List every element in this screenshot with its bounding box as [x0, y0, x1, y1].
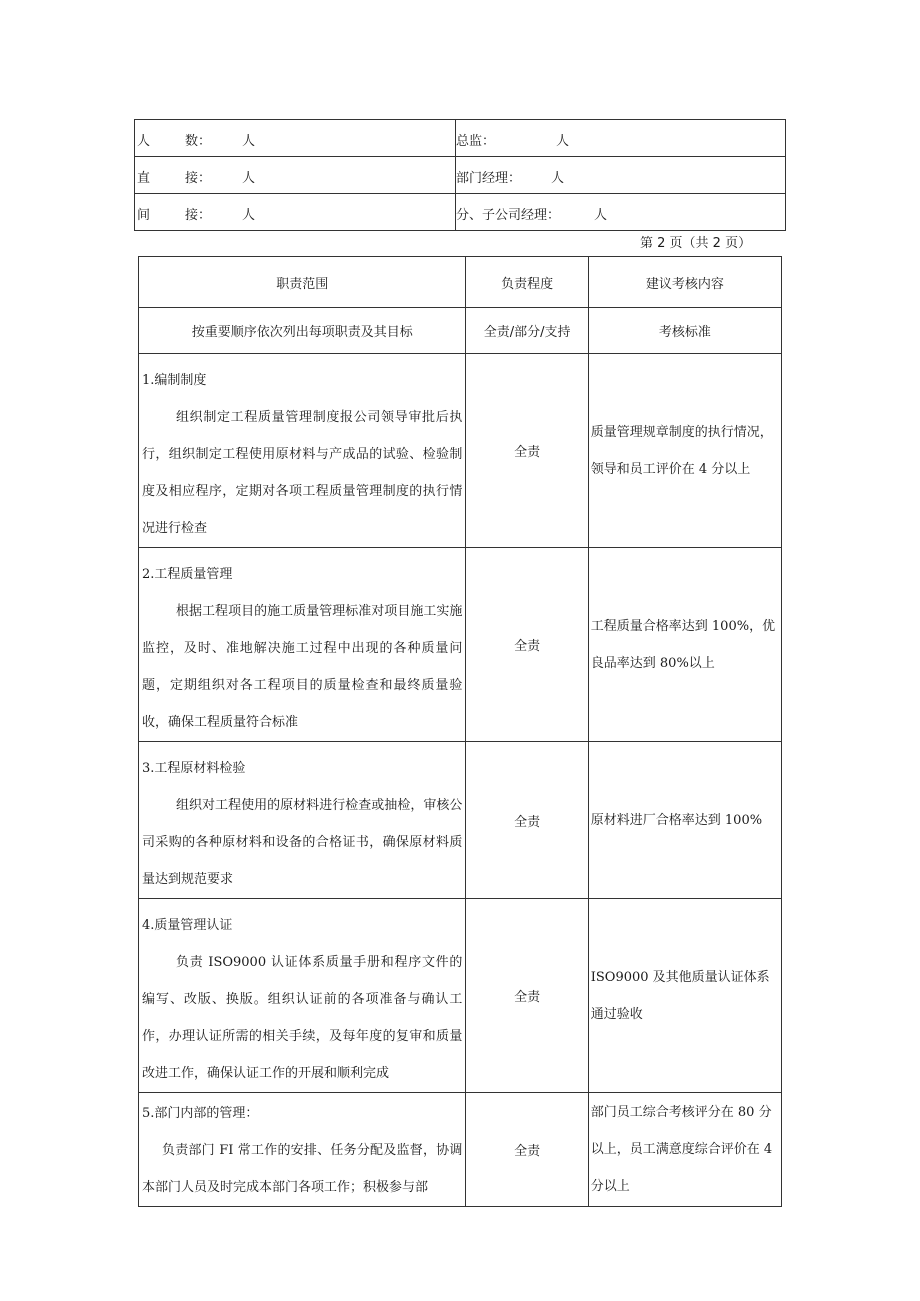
dept-manager-label: 部门经理： [456, 171, 522, 186]
subheader-scope: 按重要顺序依次列出每项职责及其目标 [139, 308, 466, 354]
table-row [139, 742, 782, 899]
duty-title: 3.工程原材料检验 [142, 761, 246, 776]
staffing-table [134, 119, 786, 231]
table-row [139, 354, 782, 548]
subheader-assessment: 考核标准 [588, 308, 781, 354]
staff-unit: 人 [242, 208, 256, 223]
degree-cell: 全责 [466, 354, 588, 548]
staff-direct-cell [135, 157, 456, 194]
header-degree: 负责程度 [466, 257, 588, 308]
staff-unit: 人 [242, 134, 256, 149]
subsidiary-manager-unit: 人 [594, 208, 608, 223]
degree-cell: 全责 [466, 742, 588, 899]
duty-body: 负责部门 FI 常工作的安排、任务分配及监督，协调本部门人员及时完成本部门各项工作；积极参与部 [142, 1143, 463, 1195]
staff-total-cell [135, 120, 456, 157]
standard-cell: 部门员工综合考核评分在 80 分以上，员工满意度综合评价在 4 分以上 [588, 1093, 781, 1207]
director-label: 总监： [456, 134, 496, 149]
director-cell [456, 120, 786, 157]
degree-cell: 全责 [466, 899, 588, 1093]
duty-cell [139, 742, 466, 899]
staff-row-indirect [135, 194, 786, 231]
staff-label-b: 接： [185, 208, 212, 223]
duty-cell [139, 899, 466, 1093]
staff-unit: 人 [242, 171, 256, 186]
table-row [139, 899, 782, 1093]
director-unit: 人 [556, 134, 570, 149]
degree-cell: 全责 [466, 548, 588, 742]
staff-row-total [135, 120, 786, 157]
standard-cell: 质量管理规章制度的执行情况，领导和员工评价在 4 分以上 [588, 354, 781, 548]
staff-indirect-cell [135, 194, 456, 231]
duty-cell [139, 548, 466, 742]
standard-cell: ISO9000 及其他质量认证体系通过验收 [588, 899, 781, 1093]
duty-title: 1.编制制度 [142, 373, 207, 388]
header-scope: 职责范围 [139, 257, 466, 308]
table-row [139, 1093, 782, 1207]
header-assessment: 建议考核内容 [588, 257, 781, 308]
duty-body: 根据工程项目的施工质量管理标准对项目施工实施监控，及时、准地解决施工过程中出现的各种质量问题，定期组织对各工程项目的质量检查和最终质量验收，确保工程质量符合标准 [142, 604, 463, 730]
duty-body: 组织制定工程质量管理制度报公司领导审批后执行，组织制定工程使用原材料与产成品的试验、检验制度及相应程序，定期对各项工程质量管理制度的执行情况进行检查 [142, 410, 463, 536]
staff-label-a: 直 [137, 171, 151, 186]
subsidiary-manager-label: 分、子公司经理： [456, 208, 561, 223]
page-number: 第 2 页（共 2 页） [640, 236, 752, 251]
duties-subheader-row [139, 308, 782, 354]
staff-label-b: 数： [185, 134, 212, 149]
duty-title: 2.工程质量管理 [142, 567, 233, 582]
duty-body: 负责 ISO9000 认证体系质量手册和程序文件的编写、改版、换版。组织认证前的各项准备与确认工作，办理认证所需的相关手续，及每年度的复审和质量改进工作，确保认证工作的开展和顺利完成 [142, 955, 463, 1081]
duties-table [138, 256, 782, 1207]
duties-header-row [139, 257, 782, 308]
duty-title: 5.部门内部的管理： [142, 1106, 259, 1121]
dept-manager-unit: 人 [551, 171, 565, 186]
staff-label-a: 人 [137, 134, 151, 149]
duty-cell [139, 354, 466, 548]
duty-cell [139, 1093, 466, 1207]
duty-body: 组织对工程使用的原材料进行检查或抽检，审核公司采购的各种原材料和设备的合格证书，确保原材料质量达到规范要求 [142, 798, 463, 887]
duty-title: 4.质量管理认证 [142, 918, 233, 933]
degree-cell: 全责 [466, 1093, 588, 1207]
staff-label-a: 间 [137, 208, 151, 223]
dept-manager-cell [456, 157, 786, 194]
staff-row-direct [135, 157, 786, 194]
standard-cell: 工程质量合格率达到 100%，优良品率达到 80%以上 [588, 548, 781, 742]
staff-label-b: 接： [185, 171, 212, 186]
subsidiary-manager-cell [456, 194, 786, 231]
subheader-degree: 全责/部分/支持 [466, 308, 588, 354]
standard-cell: 原材料进厂合格率达到 100% [588, 742, 781, 899]
table-row [139, 548, 782, 742]
